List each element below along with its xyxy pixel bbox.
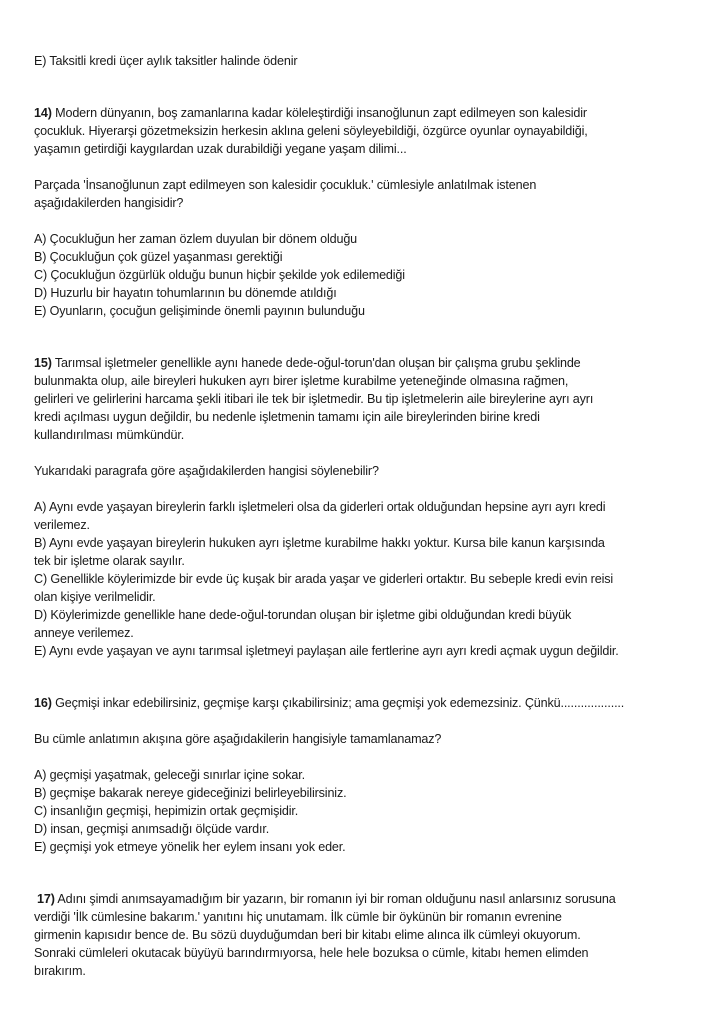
prev-option-e: E) Taksitli kredi üçer aylık taksitler halinde ödenir [34, 54, 298, 68]
q14-passage-line: çocukluk. Hiyerarşi gözetmeksizin herkesin aklına geleni söyleyebildiği, özgürce oyunlar oynayabildiği, [34, 124, 588, 138]
q17-passage-line: Sonraki cümleleri okutacak büyüyü barındırmıyorsa, hele hele bozuksa o cümle, kitabı hemen elimden [34, 946, 589, 960]
q15-passage-line: kullandırılması mümkündür. [34, 428, 185, 442]
q16-question: Bu cümle anlatımın akışına göre aşağıdakilerin hangisiyle tamamlanamaz? [34, 732, 442, 746]
q14-option-e: E) Oyunların, çocuğun gelişiminde önemli payının bulunduğu [34, 304, 365, 318]
q15-option-a: A) Aynı evde yaşayan bireylerin farklı işletmeleri olsa da giderleri ortak olduğundan hepsine ayrı ayrı kredi [34, 500, 606, 514]
q15-question: Yukarıdaki paragrafa göre aşağıdakilerden hangisi söylenebilir? [34, 464, 379, 478]
q15-option-d: D) Köylerimizde genellikle hane dede-oğul-torundan oluşan bir işletme gibi olduğundan kredi büyük [34, 608, 572, 622]
q14-option-b: B) Çocukluğun çok güzel yaşanması gerektiği [34, 250, 283, 264]
q15-number: 15) [34, 356, 52, 370]
q16-option-b: B) geçmişe bakarak nereye gideceğinizi belirleyebilirsiniz. [34, 786, 347, 800]
q15-passage-line: 15) Tarımsal işletmeler genellikle aynı hanede dede-oğul-torun'dan oluşan bir çalışma grubu şeklinde [34, 356, 581, 370]
q17-passage-line: verdiği 'İlk cümlesine bakarım.' yanıtını hiç unutamam. İlk cümle bir öykünün bir romanın evrenine [34, 910, 562, 924]
q15-option-c: C) Genellikle köylerimizde bir evde üç kuşak bir arada yaşar ve giderleri ortaktır. Bu sebeple kredi evin reisi [34, 572, 614, 586]
q14-passage-line: 14) Modern dünyanın, boş zamanlarına kadar köleleştirdiği insanoğlunun zapt edilmeyen son kalesidir [34, 106, 587, 120]
q16-option-d: D) insan, geçmişi anımsadığı ölçüde vardır. [34, 822, 270, 836]
q15-option-b: B) Aynı evde yaşayan bireylerin hukuken ayrı işletme kurabilme hakkı yoktur. Kursa bile kanun karşısında [34, 536, 605, 550]
q14-question-line: aşağıdakilerden hangisidir? [34, 196, 184, 210]
q15-option-e: E) Aynı evde yaşayan ve aynı tarımsal işletmeyi paylaşan aile fertlerine ayrı ayrı kredi açmak uygun değildir. [34, 644, 619, 658]
q14-option-c: C) Çocukluğun özgürlük olduğu bunun hiçbir şekilde yok edilemediği [34, 268, 405, 282]
q16-passage: 16) Geçmişi inkar edebilirsiniz, geçmişe karşı çıkabilirsiniz; ama geçmişi yok edemezsiniz. Çünkü................... [34, 696, 625, 710]
question-16 [34, 694, 706, 856]
q15-passage-line: gelirleri ve gelirlerini harcama şekli itibari ile tek bir işletmedir. Bu tip işletmelerin aile bireylerine ayrı ayrı [34, 392, 594, 406]
question-17 [34, 890, 706, 980]
q14-option-d: D) Huzurlu bir hayatın tohumlarının bu dönemde atıldığı [34, 286, 337, 300]
q15-option-a-cont: verilemez. [34, 518, 90, 532]
q14-number: 14) [34, 106, 52, 120]
q17-passage-line: girmenin kapısıdır bence de. Bu sözü duyduğumdan beri bir kitabı elime alınca ilk cümleyi okuyorum. [34, 928, 581, 942]
q17-number: 17) [37, 892, 55, 906]
q14-option-a: A) Çocukluğun her zaman özlem duyulan bir dönem olduğu [34, 232, 358, 246]
q16-option-a: A) geçmişi yaşatmak, geleceği sınırlar içine sokar. [34, 768, 305, 782]
q16-option-c: C) insanlığın geçmişi, hepimizin ortak geçmişidir. [34, 804, 299, 818]
q14-passage-line: yaşamın getirdiği kaygılardan uzak durabildiği yegane yaşam dilimi... [34, 142, 407, 156]
document-page [34, 52, 706, 980]
q16-option-e: E) geçmişi yok etmeye yönelik her eylem insanı yok eder. [34, 840, 346, 854]
q16-number: 16) [34, 696, 52, 710]
question-14 [34, 104, 706, 320]
q17-passage-line: bırakırım. [34, 964, 86, 978]
q15-option-d-cont: anneye verilemez. [34, 626, 134, 640]
q15-passage-line: bulunmakta olup, aile bireyleri hukuken ayrı birer işletme kurabilme yeteneğinde olmasına rağmen, [34, 374, 569, 388]
q14-question-line: Parçada 'İnsanoğlunun zapt edilmeyen son kalesidir çocukluk.' cümlesiyle anlatılmak istenen [34, 178, 537, 192]
q15-option-b-cont: tek bir işletme olarak sayılır. [34, 554, 185, 568]
q15-option-c-cont: olan kişiye verilmelidir. [34, 590, 156, 604]
question-15 [34, 354, 706, 660]
q17-passage-line: 17) Adını şimdi anımsayamadığım bir yazarın, bir romanın iyi bir roman olduğunu nasıl anlarsınız sorusuna [37, 892, 616, 906]
q15-passage-line: kredi açılması uygun değildir, bu nedenle işletmenin tamamı için aile bireylerinden birine kredi [34, 410, 540, 424]
